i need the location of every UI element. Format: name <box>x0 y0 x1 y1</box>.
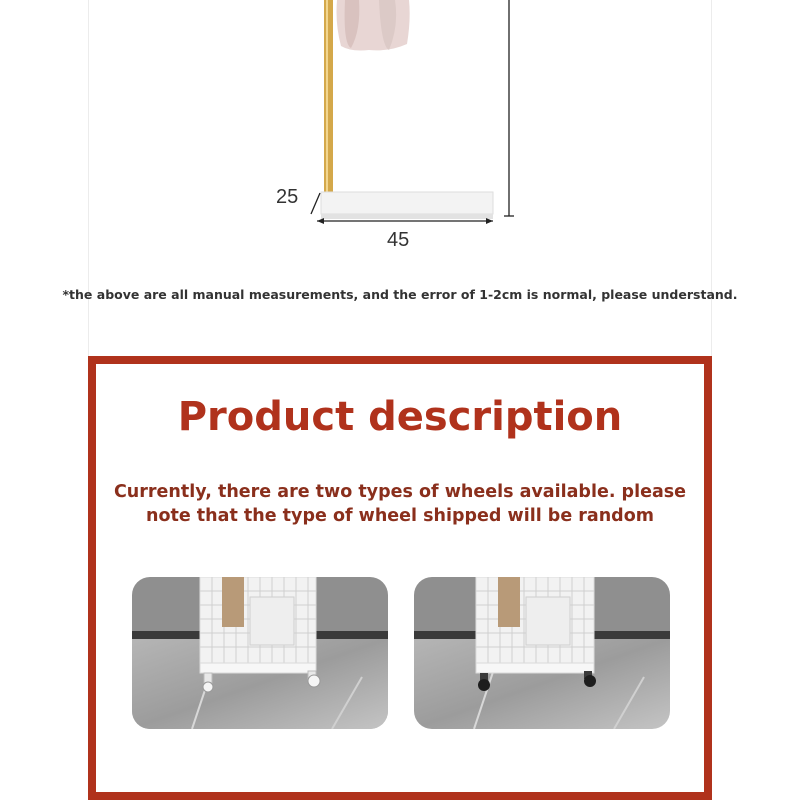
left-margin <box>0 0 89 800</box>
measurement-note: *the above are all manual measurements, and the error of 1-2cm is normal, please understand. <box>62 287 738 302</box>
product-description-panel <box>96 364 704 792</box>
wheel-description <box>96 480 704 528</box>
black-wheel-cart-photo <box>414 577 670 729</box>
description-line-1: Currently, there are two types of wheels available. please <box>113 482 687 502</box>
width-label: 45 <box>387 229 410 251</box>
gold-pole <box>324 0 333 196</box>
hanging-garment <box>337 0 410 51</box>
marble-base <box>321 192 493 219</box>
white-wheel-cart-photo <box>132 577 388 729</box>
product-description-frame <box>88 356 712 800</box>
section-title: Product description <box>177 394 623 440</box>
right-margin <box>711 0 800 800</box>
depth-label: 25 <box>276 186 299 208</box>
description-line-2: note that the type of wheel shipped will be random <box>146 506 654 526</box>
depth-dimension-line <box>311 193 320 214</box>
